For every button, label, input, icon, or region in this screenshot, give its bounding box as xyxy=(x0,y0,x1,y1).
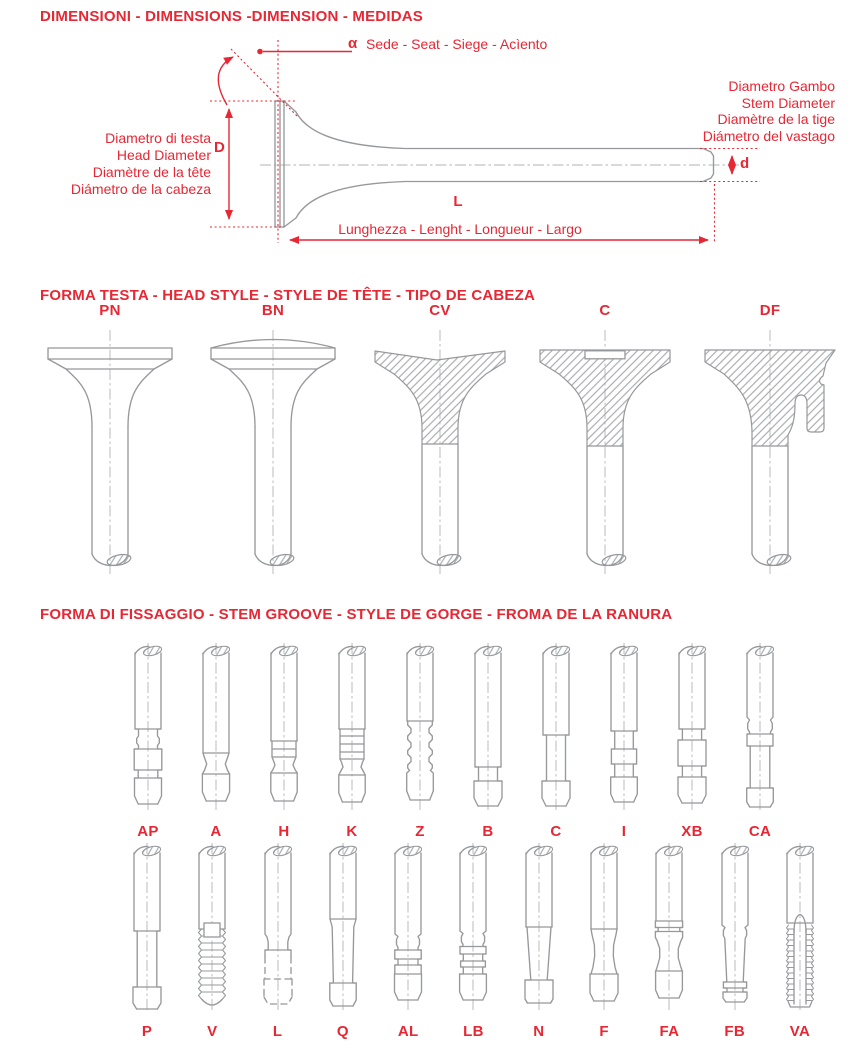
stem-groove-figure-n xyxy=(509,841,569,1040)
seat-angle-arc-arrow xyxy=(218,57,233,105)
stem-groove-code: N xyxy=(533,1023,545,1040)
stem-groove-code: FB xyxy=(724,1023,745,1040)
dimensions-section-title: DIMENSIONI - DIMENSIONS -DIMENSION - MEDIDAS xyxy=(40,8,423,25)
stem-groove-figure-b xyxy=(458,641,518,840)
stem-groove-drawing xyxy=(186,641,246,816)
head-style-figure-pn xyxy=(35,302,185,582)
stem-groove-code: FA xyxy=(659,1023,680,1040)
head-style-figure-cv xyxy=(365,302,515,582)
head-style-code: PN xyxy=(99,302,121,319)
head-diameter-symbol: D xyxy=(214,139,225,156)
stem-groove-code: CA xyxy=(748,823,772,840)
stem-groove-code: LB xyxy=(463,1023,484,1040)
head-diameter-line-3: Diamètre de la tête xyxy=(92,164,211,180)
stem-groove-code: XB xyxy=(681,823,703,840)
head-style-code: BN xyxy=(261,302,285,319)
stem-groove-drawing xyxy=(574,841,634,1016)
stem-diameter-line-4: Diámetro del vastago xyxy=(702,127,835,144)
stem-groove-code: F xyxy=(599,1023,609,1040)
head-styles-section-title: FORMA TESTA - HEAD STYLE - STYLE DE TÊTE - TIPO DE CABEZA xyxy=(40,287,536,304)
stem-groove-code: B xyxy=(482,823,494,840)
stem-groove-figure-l xyxy=(248,841,308,1040)
stem-groove-drawing xyxy=(378,841,438,1016)
stem-groove-code: AL xyxy=(397,1023,419,1040)
stem-groove-figure-p xyxy=(117,841,177,1040)
head-style-figure-c xyxy=(530,302,680,582)
stem-groove-drawing xyxy=(770,841,830,1016)
length-symbol: L xyxy=(453,193,463,210)
head-style-figure-df xyxy=(695,302,845,582)
stem-groove-figure-c xyxy=(526,641,586,840)
head-style-figure-bn xyxy=(198,302,348,582)
stem-groove-drawing xyxy=(322,641,382,816)
stem-groove-figure-ca xyxy=(730,641,790,840)
stem-groove-drawing xyxy=(254,641,314,816)
head-diameter-label xyxy=(0,130,211,198)
stem-groove-figure-lb xyxy=(443,841,503,1040)
head-style-drawing xyxy=(530,322,680,582)
stem-groove-drawing xyxy=(705,841,765,1016)
length-label: Lunghezza - Lenght - Longueur - Largo xyxy=(338,221,582,237)
head-diameter-line-2: Head Diameter xyxy=(116,147,211,163)
stem-groove-code: AP xyxy=(137,823,159,840)
head-style-drawing xyxy=(365,322,515,582)
stem-groove-drawing xyxy=(458,641,518,816)
head-style-drawing xyxy=(198,322,348,582)
stem-groove-figure-i xyxy=(594,641,654,840)
stem-groove-figure-k xyxy=(322,641,382,840)
stem-diameter-line-2: Stem Diameter xyxy=(741,94,835,111)
stem-groove-code: A xyxy=(210,823,222,840)
head-style-drawing xyxy=(695,322,845,582)
stem-groove-code: I xyxy=(621,823,627,840)
head-style-drawing xyxy=(35,322,185,582)
stem-groove-code: P xyxy=(141,1023,153,1040)
seat-label: Sede - Seat - Siege - Acìento xyxy=(366,36,548,52)
stem-groove-figure-ap xyxy=(118,641,178,840)
stem-groove-figure-fb xyxy=(705,841,765,1040)
seat-angle-dot xyxy=(257,49,263,55)
stem-groove-figure-va xyxy=(770,841,830,1040)
stem-groove-code: C xyxy=(550,823,562,840)
stem-groove-drawing xyxy=(118,641,178,816)
stem-groove-drawing xyxy=(117,841,177,1016)
stem-groove-drawing xyxy=(443,841,503,1016)
stem-groove-drawing xyxy=(526,641,586,816)
stem-groove-drawing xyxy=(662,641,722,816)
stem-groove-drawing xyxy=(594,641,654,816)
stem-diameter-line-3: Diamètre de la tige xyxy=(717,111,835,128)
stem-groove-code: Q xyxy=(336,1023,349,1040)
stem-groove-code: L xyxy=(272,1023,283,1040)
stem-groove-code: Z xyxy=(415,823,425,840)
stem-groove-figure-fa xyxy=(639,841,699,1040)
stem-groove-drawing xyxy=(639,841,699,1016)
alpha-symbol: α xyxy=(348,35,358,52)
stem-groove-figure-xb xyxy=(662,641,722,840)
stem-grooves-row-1 xyxy=(118,641,790,840)
stem-groove-figure-z xyxy=(390,641,450,840)
head-style-code: CV xyxy=(429,302,451,319)
head-style-code: C xyxy=(599,302,611,319)
head-style-code: DF xyxy=(759,302,781,319)
head-diameter-line-1: Diametro di testa xyxy=(105,130,211,146)
stem-groove-figure-f xyxy=(574,841,634,1040)
stem-groove-drawing xyxy=(248,841,308,1016)
stem-diameter-label xyxy=(601,78,835,144)
stem-groove-drawing xyxy=(182,841,242,1016)
head-diameter-line-4: Diámetro de la cabeza xyxy=(70,181,211,197)
stem-groove-figure-h xyxy=(254,641,314,840)
stem-diameter-line-1: Diametro Gambo xyxy=(728,78,835,94)
stem-groove-drawing xyxy=(509,841,569,1016)
stem-diameter-symbol: d xyxy=(740,155,750,172)
stem-groove-code: K xyxy=(346,823,358,840)
stem-groove-figure-q xyxy=(313,841,373,1040)
stem-groove-figure-a xyxy=(186,641,246,840)
stem-groove-code: V xyxy=(207,1023,218,1040)
stem-groove-code: VA xyxy=(789,1023,811,1040)
stem-groove-drawing xyxy=(390,641,450,816)
stem-groove-figure-v xyxy=(182,841,242,1040)
stem-grooves-row-2 xyxy=(117,841,830,1040)
stem-groove-drawing xyxy=(313,841,373,1016)
stem-grooves-section-title: FORMA DI FISSAGGIO - STEM GROOVE - STYLE DE GORGE - FROMA DE LA RANURA xyxy=(40,606,673,623)
stem-groove-code: H xyxy=(278,823,290,840)
stem-groove-drawing xyxy=(730,641,790,816)
stem-groove-figure-al xyxy=(378,841,438,1040)
